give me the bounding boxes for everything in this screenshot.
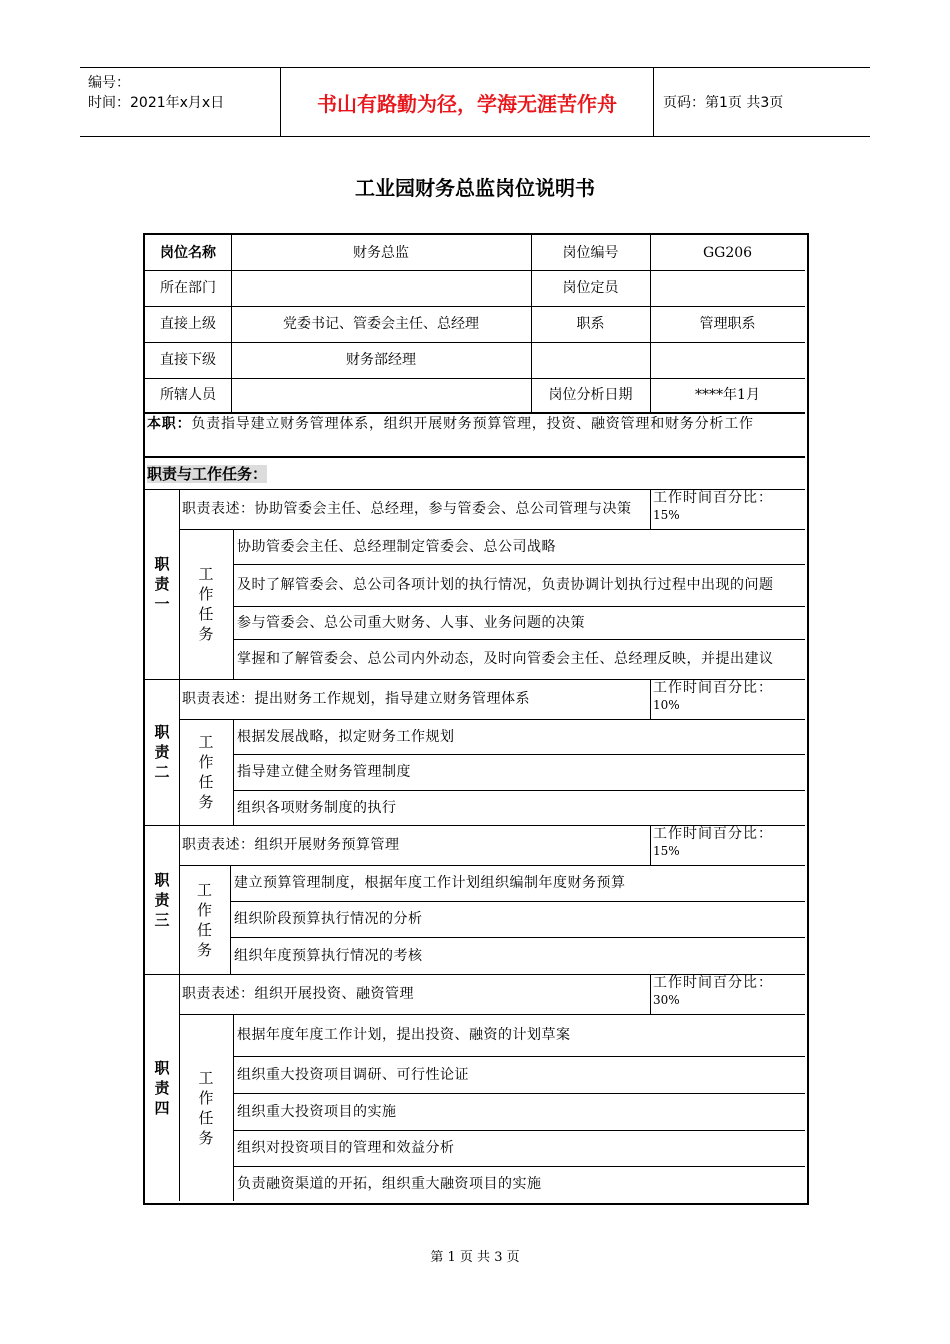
duty-2-task-label: 工作任务 [198, 733, 214, 811]
duty-3-name: 职责三 [154, 870, 170, 929]
info-value-staff [231, 378, 531, 412]
info-key-subordinate: 直接下级 [160, 352, 216, 368]
info-value-subordinate: 财务部经理 [346, 352, 416, 368]
duty-summary-label: 本职： [147, 416, 192, 432]
info-value-superior: 党委书记、管委会主任、总经理 [283, 316, 479, 332]
section-title [147, 461, 267, 487]
duty-4-task-2: 组织重大投资项目调研、可行性论证 [237, 1066, 469, 1083]
info-value-job-family: 管理职系 [699, 316, 756, 332]
duty-1-task-2: 及时了解管委会、总公司各项计划的执行情况，负责协调计划执行过程中出现的问题 [237, 577, 774, 593]
info-key-headcount: 岗位定员 [562, 280, 619, 296]
duty-4-task-3: 组织重大投资项目的实施 [237, 1103, 397, 1120]
duty-summary-text: 负责指导建立财务管理体系，组织开展财务预算管理，投资、融资管理和财务分析工作 [191, 416, 754, 432]
duty-1-task-4: 掌握和了解管委会、总公司内外动态，及时向管委会主任、总经理反映，并提出建议 [237, 651, 774, 667]
duty-summary [147, 415, 803, 455]
duty-1-task-3: 参与管委会、总公司重大财务、人事、业务问题的决策 [237, 614, 585, 631]
duty-1-pct: 工作时间百分比： 15% [653, 490, 773, 522]
duty-4-task-5: 负责融资渠道的开拓，组织重大融资项目的实施 [237, 1175, 542, 1192]
duty-2-statement: 职责表述：提出财务工作规划，指导建立财务管理体系 [182, 691, 530, 707]
info-key-position-name: 岗位名称 [160, 244, 216, 261]
duty-2-task-3: 组织各项财务制度的执行 [237, 799, 397, 816]
info-value-department [231, 270, 531, 306]
page-header [80, 67, 870, 137]
info-key-superior: 直接上级 [160, 316, 216, 332]
info-key-staff: 所辖人员 [160, 387, 216, 403]
duty-3-statement: 职责表述：组织开展财务预算管理 [182, 837, 400, 853]
duty-4-pct: 工作时间百分比： 30% [653, 975, 773, 1007]
duty-1-task-label: 工作任务 [198, 565, 214, 643]
duty-2-task-2: 指导建立健全财务管理制度 [237, 764, 411, 780]
info-key-department: 所在部门 [160, 280, 216, 296]
info-value-position-code: GG206 [702, 244, 753, 261]
duty-4-task-4: 组织对投资项目的管理和效益分析 [237, 1140, 455, 1156]
duty-2-task-1: 根据发展战略，拟定财务工作规划 [237, 728, 455, 745]
info-key-job-family: 职系 [576, 316, 605, 332]
page-footer: 第 1 页 共 3 页 [430, 1250, 520, 1265]
duty-4-statement: 职责表述：组织开展投资、融资管理 [182, 986, 414, 1002]
job-description-table [143, 233, 809, 1205]
info-value-headcount [650, 270, 805, 306]
section-title-text: 职责与工作任务： [147, 465, 268, 483]
info-value-empty [650, 342, 805, 378]
duty-4-task-label: 工作任务 [198, 1068, 214, 1147]
doc-number-label: 编号： [88, 75, 130, 91]
duty-3-task-2: 组织阶段预算执行情况的分析 [234, 911, 423, 927]
duty-2-name: 职责二 [154, 723, 170, 781]
duty-4-name: 职责四 [154, 1058, 170, 1117]
info-key-position-code: 岗位编号 [562, 244, 619, 261]
document-title: 工业园财务总监岗位说明书 [355, 176, 595, 200]
info-value-analysis-date: ****年1月 [695, 387, 760, 403]
header-meta [80, 68, 280, 136]
info-key-empty [531, 342, 650, 378]
doc-time-label: 时间：2021年x月x日 [88, 95, 225, 111]
header-page-info: 页码：第1页 共3页 [663, 95, 784, 111]
duty-3-task-3: 组织年度预算执行情况的考核 [234, 947, 423, 964]
info-key-analysis-date: 岗位分析日期 [548, 387, 633, 403]
duty-4-task-1: 根据年度年度工作计划，提出投资、融资的计划草案 [237, 1027, 571, 1043]
duty-2-pct: 工作时间百分比： 10% [653, 680, 773, 712]
duty-3-task-1: 建立预算管理制度，根据年度工作计划组织编制年度财务预算 [234, 875, 626, 891]
duty-3-task-label: 工作任务 [196, 880, 212, 959]
duty-3-pct: 工作时间百分比： 15% [653, 826, 773, 858]
info-value-position-name: 财务总监 [353, 244, 409, 261]
duty-1-statement: 职责表述：协助管委会主任、总经理，参与管委会、总公司管理与决策 [182, 501, 632, 517]
duty-1-name: 职责一 [154, 555, 170, 613]
header-slogan: 书山有路勤为径，学海无涯苦作舟 [280, 68, 654, 136]
duty-1-task-1: 协助管委会主任、总经理制定管委会、总公司战略 [237, 538, 556, 555]
